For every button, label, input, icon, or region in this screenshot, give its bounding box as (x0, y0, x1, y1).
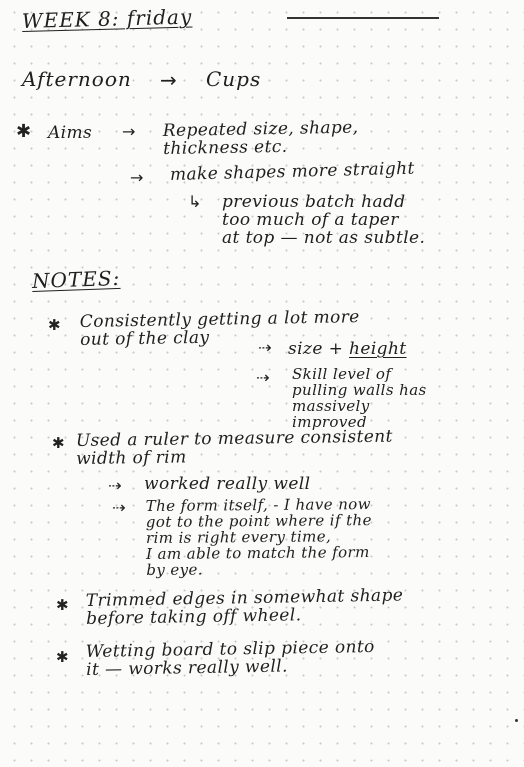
sub-arrow-icon: ↳ (188, 192, 202, 211)
note-sub-text-plain: size + (288, 339, 350, 359)
note-sub-line: got to the point where if the (145, 511, 372, 532)
note-sub-text: worked really well (144, 474, 311, 494)
aims-sub-line: previous batch hadd (222, 192, 406, 212)
note-line: before taking off wheel. (85, 605, 302, 629)
note-line: Trimmed edges in somewhat shape (85, 585, 404, 611)
aims-sub-line: at top — not as subtle. (222, 228, 426, 248)
sub-arrow-icon: ⇢ (256, 368, 270, 387)
note-sub-line: The form itself, - I have now (145, 495, 371, 516)
note-item (86, 586, 404, 628)
aims-line1-b: thickness etc. (162, 136, 288, 159)
star-icon: ✱ (56, 648, 69, 666)
aims-line2: make shapes more straight (169, 158, 415, 185)
note-sub-line: I am able to match the form (146, 543, 370, 563)
sub-arrow-icon: ⇢ (112, 498, 126, 517)
note-sub-text-underlined: height (349, 339, 407, 359)
session-subject: Cups (206, 67, 262, 91)
page-title: WEEK 8: friday (21, 4, 193, 33)
note-line: Used a ruler to measure consistent (75, 426, 393, 451)
sub-arrow-icon: ⇢ (108, 476, 122, 495)
notes-heading: NOTES: (31, 265, 121, 293)
star-icon: ✱ (56, 596, 69, 614)
note-sub-line: improved (292, 413, 367, 431)
header-rule (287, 17, 439, 19)
arrow-icon: → (160, 68, 177, 92)
note-item (86, 638, 376, 679)
aims-label: Aims (48, 123, 93, 143)
note-line: it — works really well. (85, 656, 289, 680)
note-line: Wetting board to slip piece onto (85, 636, 375, 662)
note-sub-line: rim is right every time, (145, 527, 332, 547)
note-sub-line: by eye. (146, 560, 203, 579)
aims-sub-line: too much of a taper (222, 210, 399, 230)
note-sub-text (288, 340, 407, 358)
note-item (76, 428, 393, 468)
note-line: out of the clay (79, 327, 210, 350)
star-icon: ✱ (16, 121, 32, 142)
note-sub-line: massively (292, 397, 370, 415)
note-line: Consistently getting a lot more (79, 307, 360, 332)
aims-sub-note (222, 193, 425, 247)
sub-arrow-icon: ⇢ (258, 338, 272, 357)
aims-line1-a: Repeated size, shape, (162, 117, 359, 141)
note-sub-text (146, 496, 373, 578)
note-sub-line: Skill level of (292, 365, 392, 383)
page-mark (515, 719, 518, 722)
aims-line1 (163, 119, 359, 158)
arrow-icon: → (122, 122, 136, 141)
star-icon: ✱ (48, 316, 61, 334)
note-line: width of rim (75, 447, 187, 469)
note-sub-text (292, 366, 427, 430)
session-time: Afternoon (22, 67, 132, 91)
star-icon: ✱ (52, 434, 65, 452)
arrow-icon: → (130, 168, 144, 187)
note-sub-line: pulling walls has (292, 381, 427, 399)
